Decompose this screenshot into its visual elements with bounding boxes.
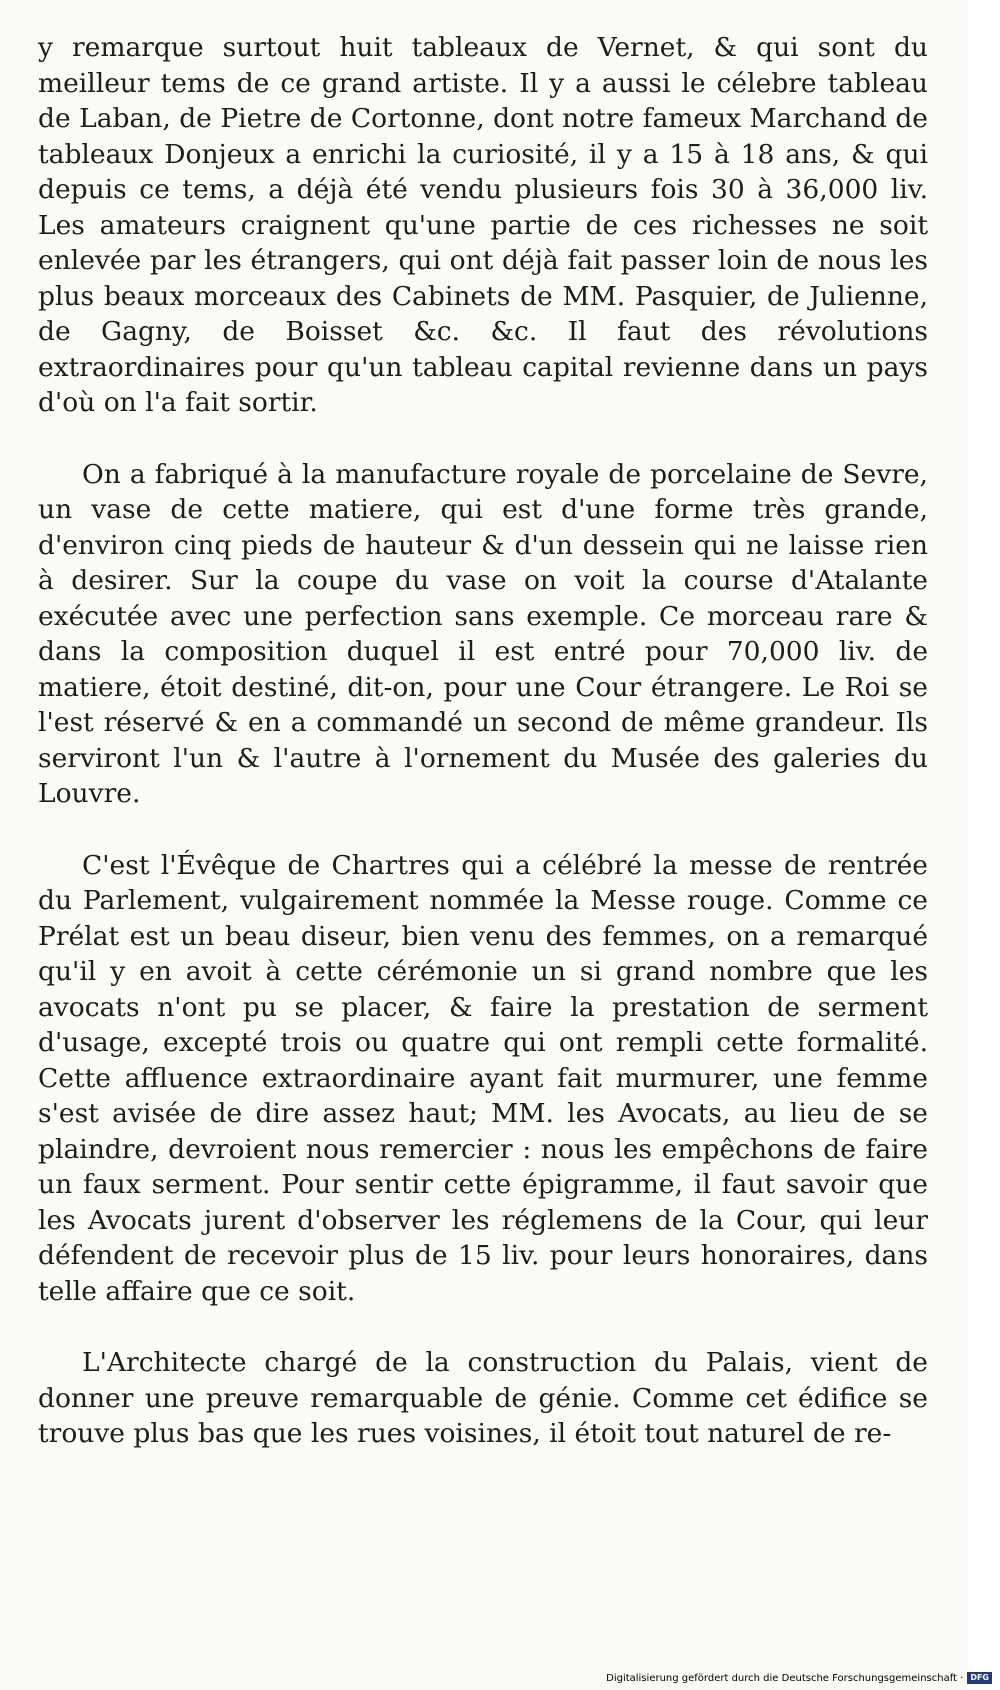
page-edge xyxy=(968,0,1000,1690)
dfg-logo-icon: DFG xyxy=(967,1672,992,1684)
paragraph-messe-rouge: C'est l'Évêque de Chartres qui a célébré la messe de rentrée du Parlement, vulgairement nommée la Messe rouge. Comme ce Prélat est un beau diseur, bien venu des femmes, on a remarqué qu'il y en avoit à cette cérémonie un si grand nombre que les avocats n'ont pu se placer, & faire la prestation de serment d'usage, excepté trois ou quatre qui ont rempli cette formalité. Cette affluence extraordinaire ayant fait murmurer, une femme s'est avisée de dire assez haut; MM. les Avocats, au lieu de se plaindre, devroient nous remercier : nous les empêchons de faire un faux serment. Pour sentir cette épigramme, il faut savoir que les Avocats jurent d'observer les réglemens de la Cour, qui leur défendent de recevoir plus de 15 liv. pour leurs honoraires, dans telle affaire que ce soit. xyxy=(38,849,928,1307)
paragraph-gap xyxy=(38,421,928,457)
paragraph-porcelaine-sevre: On a fabriqué à la manufacture royale de porcelaine de Sevre, un vase de cette matiere, qui est d'une forme très grande, d'environ cinq pieds de hauteur & d'un dessein qui ne laisse rien à desirer. Sur la coupe du vase on voit la course d'Atalante exécutée avec une perfection sans exemple. Ce morceau rare & dans la composition duquel il est entré pour 70,000 liv. de matiere, étoit destiné, dit-on, pour une Cour étrangere. Le Roi se l'est réservé & en a commandé un second de même grandeur. Ils serviront l'un & l'autre à l'ornement du Musée des galeries du Louvre. xyxy=(38,458,928,809)
digitization-footer xyxy=(606,1670,992,1686)
body-text xyxy=(38,30,928,1452)
paragraph-architecte-palais: L'Architecte chargé de la construction du Palais, vient de donner une preuve remarquable de génie. Comme cet édifice se trouve plus bas que les rues voisines, il étoit tout naturel de re- xyxy=(38,1347,928,1449)
paragraph-gap xyxy=(38,1309,928,1345)
paragraph-gap xyxy=(38,812,928,848)
paragraph-vernet-tableaux: y remarque surtout huit tableaux de Vernet, & qui sont du meilleur tems de ce grand artiste. Il y a aussi le célebre tableau de Laban, de Pietre de Cortonne, dont notre fameux Marchand de tableaux Donjeux a enrichi la curiosité, il y a 15 à 18 ans, & qui depuis ce tems, a déjà été vendu plusieurs fois 30 à 36,000 liv. Les amateurs craignent qu'une partie de ces richesses ne soit enlevée par les étrangers, qui ont déjà fait passer loin de nous les plus beaux morceaux des Cabinets de MM. Pasquier, de Julienne, de Gagny, de Boisset &c. &c. Il faut des révolutions extraordinaires pour qu'un tableau capital revienne dans un pays d'où on l'a fait sortir. xyxy=(38,32,928,418)
footer-credit: Digitalisierung gefördert durch die Deutsche Forschungsgemeinschaft · xyxy=(606,1672,964,1684)
